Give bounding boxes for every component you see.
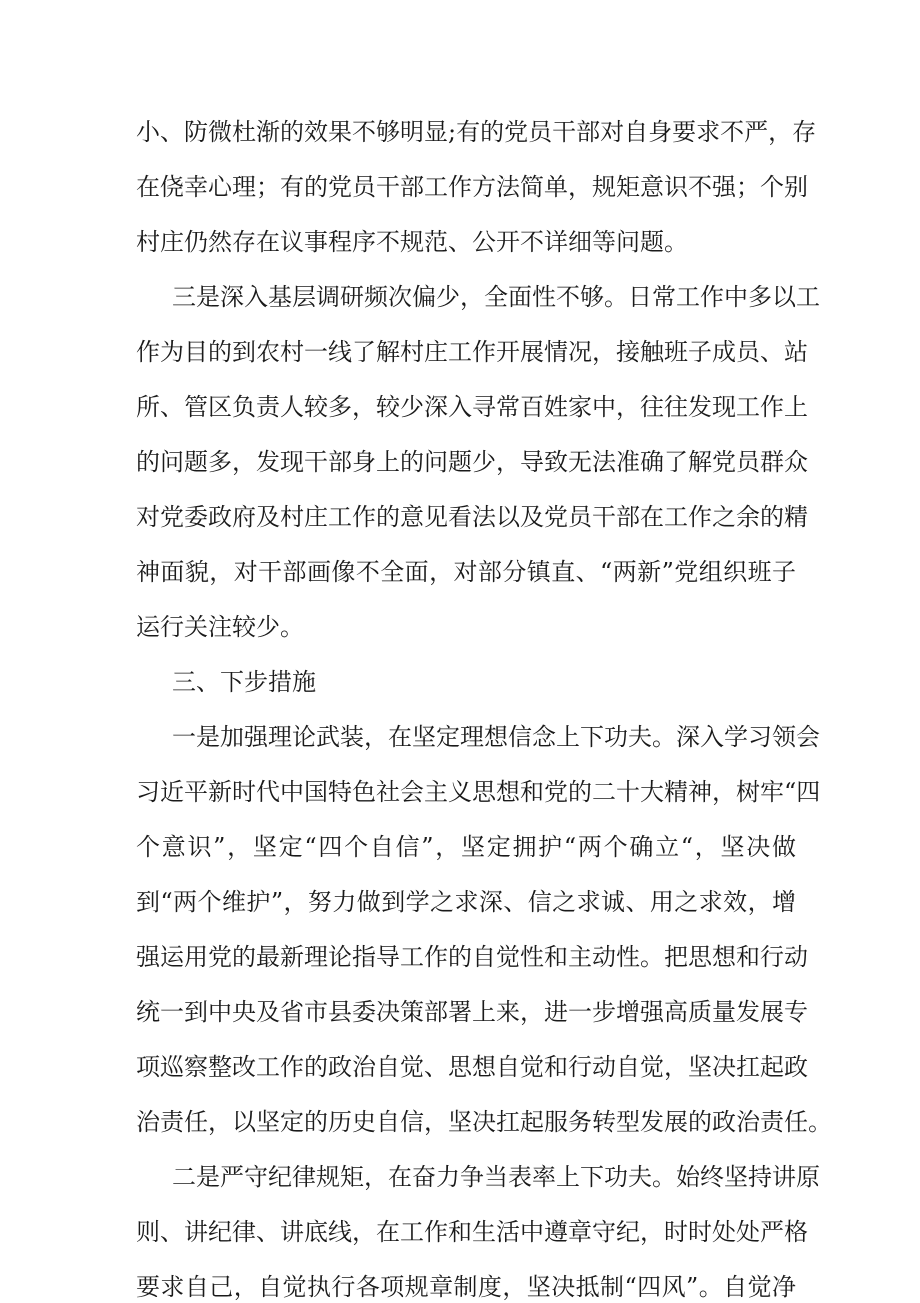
paragraph-2-line-4: 的问题多，发现干部身上的问题少，导致无法准确了解党员群众	[136, 448, 808, 476]
paragraph-4-line-1: 二是严守纪律规矩，在奋力争当表率上下功夫。始终坚持讲原	[172, 1163, 820, 1191]
paragraph-1-line-1: 小、防微杜渐的效果不够明显;有的党员干部对自身要求不严，存	[136, 118, 817, 146]
paragraph-2-line-1: 三是深入基层调研频次偏少，全面性不够。日常工作中多以工	[172, 283, 820, 311]
paragraph-4-line-2: 则、讲纪律、讲底线，在工作和生活中遵章守纪，时时处处严格	[136, 1218, 808, 1246]
paragraph-3-line-2: 习近平新时代中国特色社会主义思想和党的二十大精神，树牢“四	[136, 778, 821, 806]
paragraph-1-line-2: 在侥幸心理；有的党员干部工作方法简单，规矩意识不强；个别	[136, 173, 808, 201]
paragraph-2-line-5: 对党委政府及村庄工作的意见看法以及党员干部在工作之余的精	[136, 503, 808, 531]
paragraph-3-line-5: 强运用党的最新理论指导工作的自觉性和主动性。把思想和行动	[136, 943, 808, 971]
paragraph-4-line-3: 要求自己，自觉执行各项规章制度，坚决抵制“四风”。自觉净	[136, 1273, 796, 1301]
paragraph-2-line-7: 运行关注较少。	[136, 613, 304, 641]
paragraph-3-line-7: 项巡察整改工作的政治自觉、思想自觉和行动自觉，坚决扛起政	[136, 1053, 808, 1081]
paragraph-3-line-3: 个意识”，坚定“四个自信”，坚定拥护“两个确立“，坚决做	[136, 833, 796, 861]
paragraph-3-line-4: 到“两个维护”，努力做到学之求深、信之求诚、用之求效，增	[136, 888, 796, 916]
paragraph-3-line-1: 一是加强理论武装，在坚定理想信念上下功夫。深入学习领会	[172, 723, 820, 751]
paragraph-3-line-8: 治责任，以坚定的历史自信，坚决扛起服务转型发展的政治责任。	[136, 1108, 832, 1136]
paragraph-2-line-2: 作为目的到农村一线了解村庄工作开展情况，接触班子成员、站	[136, 338, 808, 366]
paragraph-2-line-3: 所、管区负责人较多，较少深入寻常百姓家中，往往发现工作上	[136, 393, 808, 421]
section-heading: 三、下步措施	[172, 668, 316, 696]
paragraph-3-line-6: 统一到中央及省市县委决策部署上来，进一步增强高质量发展专	[136, 998, 808, 1026]
paragraph-1-line-3: 村庄仍然存在议事程序不规范、公开不详细等问题。	[136, 228, 688, 256]
paragraph-2-line-6: 神面貌，对干部画像不全面，对部分镇直、“两新”党组织班子	[136, 558, 796, 586]
